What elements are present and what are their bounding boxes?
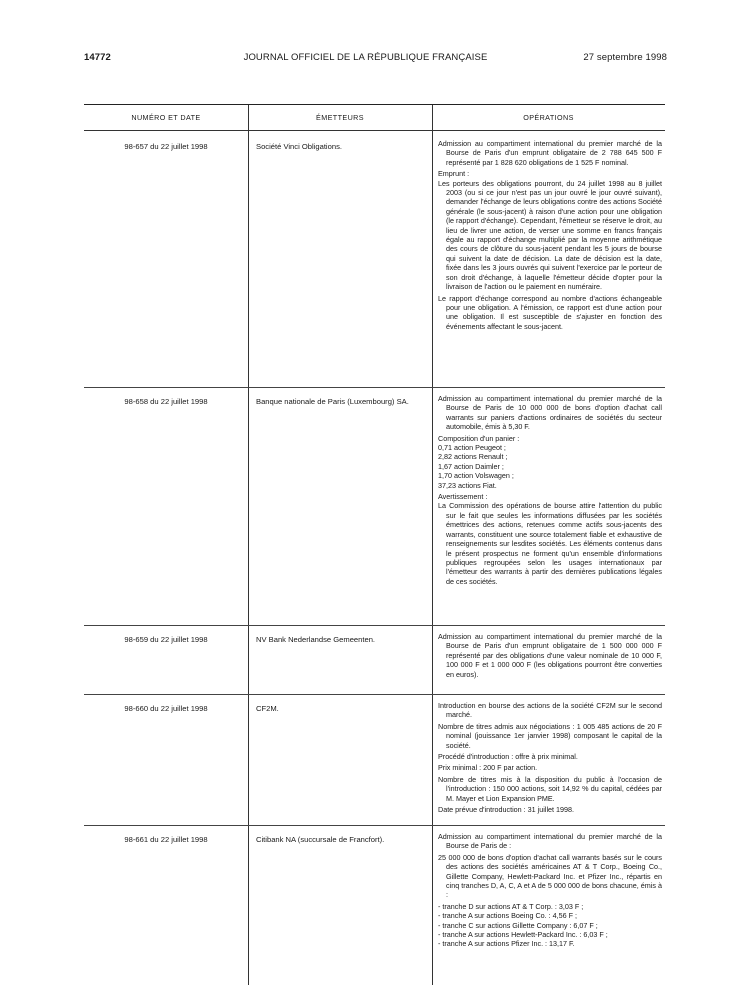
row-divider (84, 825, 665, 826)
row-numero: 98-659 du 22 juillet 1998 (124, 635, 208, 644)
ops-list-item: 1,67 action Daimler ; (438, 461, 504, 471)
ops-list-item: 37,23 actions Fiat. (438, 480, 497, 490)
ops-list-item: 0,71 action Peugeot ; (438, 443, 506, 453)
column-divider (248, 105, 249, 985)
row-operations (438, 139, 662, 333)
row-divider (84, 625, 665, 626)
ops-list-item: - tranche A sur actions Hewlett-Packard Inc. : 6,03 F ; (438, 930, 608, 940)
row-emetteur: CF2M. (256, 704, 279, 713)
ops-list-item: - tranche D sur actions AT & T Corp. : 3,03 F ; (438, 901, 584, 911)
ops-paragraph: Admission au compartiment international du premier marché de la Bourse de Paris de 10 000 000 de bons d'option d'achat call warrants sur paniers d'actions ordinaires de sociétés du secteur automobile, émis à 5,30 F. (438, 394, 662, 432)
row-emetteur: Citibank NA (succursale de Francfort). (256, 835, 385, 844)
row-operations (438, 701, 662, 816)
ops-list-item: 2,82 actions Renault ; (438, 452, 508, 462)
column-header-operations: OPÉRATIONS (523, 113, 574, 122)
ops-paragraph: Nombre de titres admis aux négociations : 1 005 485 actions de 20 F nominal (jouissance 1er janvier 1998) composant le capital de la société. (438, 721, 662, 750)
column-header-numero: NUMÉRO ET DATE (131, 113, 201, 122)
ops-paragraph: Date prévue d'introduction : 31 juillet 1998. (438, 805, 575, 815)
journal-title: JOURNAL OFFICIEL DE LA RÉPUBLIQUE FRANÇAISE (243, 52, 488, 63)
ops-paragraph: La Commission des opérations de bourse attire l'attention du public sur le fait que seules les informations diffusées par les sociétés émettrices des actions, retenues comme actifs sous-jacents des warrants, constituent une source totalement fiable et exhaustive de renseignements sur lesdites sociétés. Les éléments contenus dans le présent prospectus ne forment qu'un ensemble d'informations publiques regroupées selon les usages internationaux par l'émetteur des warrants à partir des dernières publications légales de ces sociétés. (438, 501, 662, 586)
ops-paragraph: Admission au compartiment international du premier marché de la Bourse de Paris d'un emprunt obligataire de 1 500 000 000 F représenté par des obligations d'une valeur nominale de 10 000 F, 100 000 F et 1 000 000 F (les obligations pourront être converties en euros). (438, 632, 662, 679)
page-number: 14772 (84, 52, 111, 63)
ops-paragraph: Introduction en bourse des actions de la société CF2M sur le second marché. (438, 701, 662, 720)
row-divider (84, 694, 665, 695)
row-emetteur: Banque nationale de Paris (Luxembourg) SA. (256, 397, 409, 406)
row-numero: 98-660 du 22 juillet 1998 (124, 704, 208, 713)
header-divider (84, 130, 665, 131)
row-emetteur: Société Vinci Obligations. (256, 142, 342, 151)
ops-paragraph: Prix minimal : 200 F par action. (438, 763, 538, 773)
publication-date: 27 septembre 1998 (583, 52, 667, 63)
ops-list-item: - tranche C sur actions Gillette Company : 6,07 F ; (438, 920, 598, 930)
ops-paragraph: 25 000 000 de bons d'option d'achat call warrants basés sur le cours des actions des sociétés américaines AT & T Corp., Boeing Co., Gillette Company, Hewlett-Packard Inc. et Pfizer Inc., répartis en cinq tranches D, A, C, A et A de 5 000 000 de bons chacune, émis à : (438, 852, 662, 900)
column-header-emetteurs: ÉMETTEURS (316, 113, 364, 122)
ops-heading: Emprunt : (438, 169, 470, 179)
ops-list-item: - tranche A sur actions Pfizer Inc. : 13,17 F. (438, 939, 575, 949)
ops-paragraph: Admission au compartiment international du premier marché de la Bourse de Paris de : (438, 832, 662, 851)
row-operations (438, 394, 662, 588)
row-numero: 98-657 du 22 juillet 1998 (124, 142, 208, 151)
ops-list-item: 1,70 action Volswagen ; (438, 471, 514, 481)
ops-paragraph: Procédé d'introduction : offre à prix minimal. (438, 752, 578, 762)
row-numero: 98-661 du 22 juillet 1998 (124, 835, 208, 844)
ops-paragraph: Admission au compartiment international du premier marché de la Bourse de Paris d'un emprunt obligataire de 2 788 645 500 F représenté par 1 828 620 obligations de 1 525 F nominal. (438, 139, 662, 167)
ops-heading: Avertissement : (438, 492, 488, 502)
row-operations (438, 832, 662, 949)
ops-list-item: - tranche A sur actions Boeing Co. : 4,56 F ; (438, 911, 578, 921)
row-emetteur: NV Bank Nederlandse Gemeenten. (256, 635, 376, 644)
operations-table (84, 104, 665, 985)
ops-paragraph: Le rapport d'échange correspond au nombre d'actions échangeable pour une obligation. A l'émission, ce rapport est d'une action pour une obligation. Il est susceptible de s'ajuster en fonction des événements affectant le sous-jacent. (438, 293, 662, 331)
row-numero: 98-658 du 22 juillet 1998 (124, 397, 208, 406)
row-divider (84, 387, 665, 388)
ops-paragraph: Les porteurs des obligations pourront, du 24 juillet 1998 au 8 juillet 2003 (ou si ce jour n'est pas un jour ouvré le jour ouvré suivant), demander l'échange de leurs obligations contre des actions Société générale (le sous-jacent) à raison d'une action pour une obligation (le rapport d'échange). Cependant, l'émetteur se réserve le droit, au lieu de livrer une action, de verser une somme en francs français égale au rapport d'échange multiplié par la moyenne arithmétique des cours de clôture du sous-jacent pendant les 5 jours de bourse qui suivent la date de décision. La date de décision est la date, fixée dans les 3 jours ouvrés qui suivent l'exercice par le porteur de son droit d'échange, à laquelle l'émetteur décide d'opter pour la livraison de l'action ou le paiement en numéraire. (438, 178, 662, 292)
row-operations (438, 632, 662, 681)
column-divider (432, 105, 433, 985)
ops-heading: Composition d'un panier : (438, 433, 520, 443)
ops-paragraph: Nombre de titres mis à la disposition du public à l'occasion de l'introduction : 150 000 actions, soit 14,92 % du capital, cédées par M. Mayer et Lion Expansion PME. (438, 774, 662, 803)
